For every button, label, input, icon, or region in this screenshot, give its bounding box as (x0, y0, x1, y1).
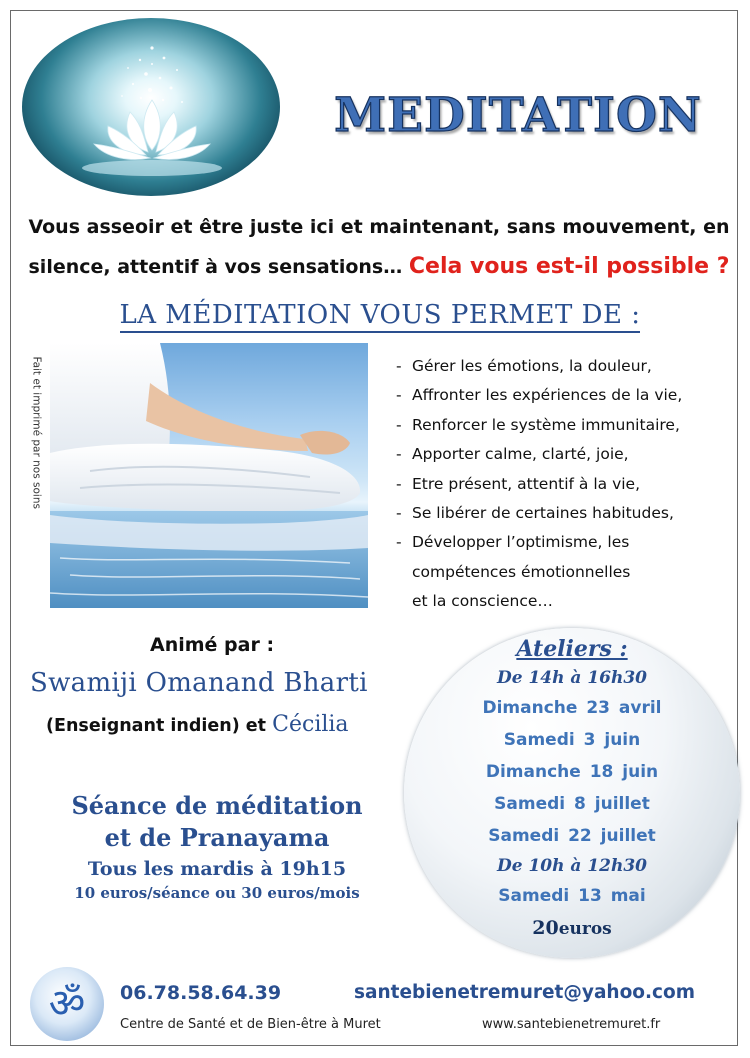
benefits-heading (30, 300, 730, 330)
benefits-heading-text: LA MÉDITATION VOUS PERMET DE : (120, 300, 641, 333)
host-name: Swamiji Omanand Bharti (30, 668, 368, 698)
benefit-text: Développer l’optimisme, les (412, 533, 630, 552)
workshop-date: Samedi 8 juillet (494, 794, 650, 814)
workshop-date: Samedi 22 juillet (488, 826, 656, 846)
workshops-price-amount: 20 (532, 917, 559, 939)
workshop-date: Samedi 3 juin (503, 730, 641, 750)
benefit-text: Renforcer le système immunitaire, (412, 415, 680, 434)
benefit-text: Gérer les émotions, la douleur, (412, 357, 652, 375)
list-item (396, 411, 736, 440)
session-title-line-2: et de Pranayama (104, 823, 330, 852)
intro-question: Cela vous est-il possible ? (408, 254, 730, 279)
session-price: 10 euros/séance ou 30 euros/mois (74, 884, 360, 902)
host-role (46, 712, 349, 737)
session-info (22, 790, 412, 904)
bullet-dash: - (396, 445, 402, 464)
host-second-name: Cécilia (272, 712, 349, 737)
intro-line-1: Vous asseoir et être juste ici et maintenant, sans mouvement, en (28, 216, 730, 238)
page-title: MEDITATION (334, 88, 702, 143)
om-icon: ॐ (30, 967, 104, 1041)
email-link[interactable]: santebienetremuret@yahoo.com (354, 982, 695, 1003)
bullet-dash: - (396, 357, 402, 375)
intro-line-2 (24, 247, 734, 287)
bullet-dash: - (396, 386, 402, 405)
bullet-dash: - (396, 504, 402, 523)
workshops-slot-morning: De 10h à 12h30 (496, 856, 648, 876)
benefits-list (396, 352, 736, 617)
list-item (396, 499, 736, 528)
benefit-text: Apporter calme, clarté, joie, (412, 445, 629, 464)
centre-name: Centre de Santé et de Bien-être à Muret (120, 1017, 381, 1032)
workshop-date: Samedi 13 mai (498, 886, 646, 906)
website-link[interactable]: www.santebienetremuret.fr (482, 1017, 661, 1032)
benefit-text: Se libérer de certaines habitudes, (412, 504, 674, 523)
session-title-line-1: Séance de méditation (71, 791, 363, 820)
list-item-continuation: compétences émotionnelles (412, 562, 631, 581)
workshops-list (404, 634, 740, 945)
workshop-date: Dimanche 23 avril (482, 698, 662, 718)
bullet-dash: - (396, 474, 402, 493)
meditation-figure-icon (50, 343, 368, 608)
meditation-photo (50, 343, 368, 608)
list-item-continuation: et la conscience… (412, 592, 553, 611)
workshops-slot-afternoon: De 14h à 16h30 (496, 668, 648, 688)
lotus-flower-icon (22, 18, 280, 196)
workshops-price (404, 912, 740, 945)
photo-credit (26, 355, 46, 605)
workshop-date: Dimanche 18 juin (485, 762, 659, 782)
list-item (396, 470, 736, 499)
benefit-text: Etre présent, attentif à la vie, (412, 474, 641, 493)
list-item (396, 528, 736, 557)
workshops-title: Ateliers : (516, 636, 628, 662)
lotus-image (22, 18, 280, 196)
benefit-text: Affronter les expériences de la vie, (412, 386, 683, 405)
list-item (396, 381, 736, 410)
phone-number[interactable]: 06.78.58.64.39 (120, 982, 282, 1004)
host-role-text: (Enseignant indien) et (46, 716, 267, 736)
photo-credit-text: Fait et imprimé par nos soins (30, 356, 43, 509)
list-item (396, 352, 736, 381)
intro-text (24, 208, 734, 287)
workshops-price-unit: euros (558, 919, 612, 939)
list-item (396, 440, 736, 469)
session-schedule: Tous les mardis à 19h15 (87, 858, 347, 880)
bullet-dash: - (396, 415, 402, 434)
intro-line-2-text: silence, attentif à vos sensations… (28, 256, 403, 278)
host-label: Animé par : (150, 634, 275, 656)
bullet-dash: - (396, 533, 402, 552)
